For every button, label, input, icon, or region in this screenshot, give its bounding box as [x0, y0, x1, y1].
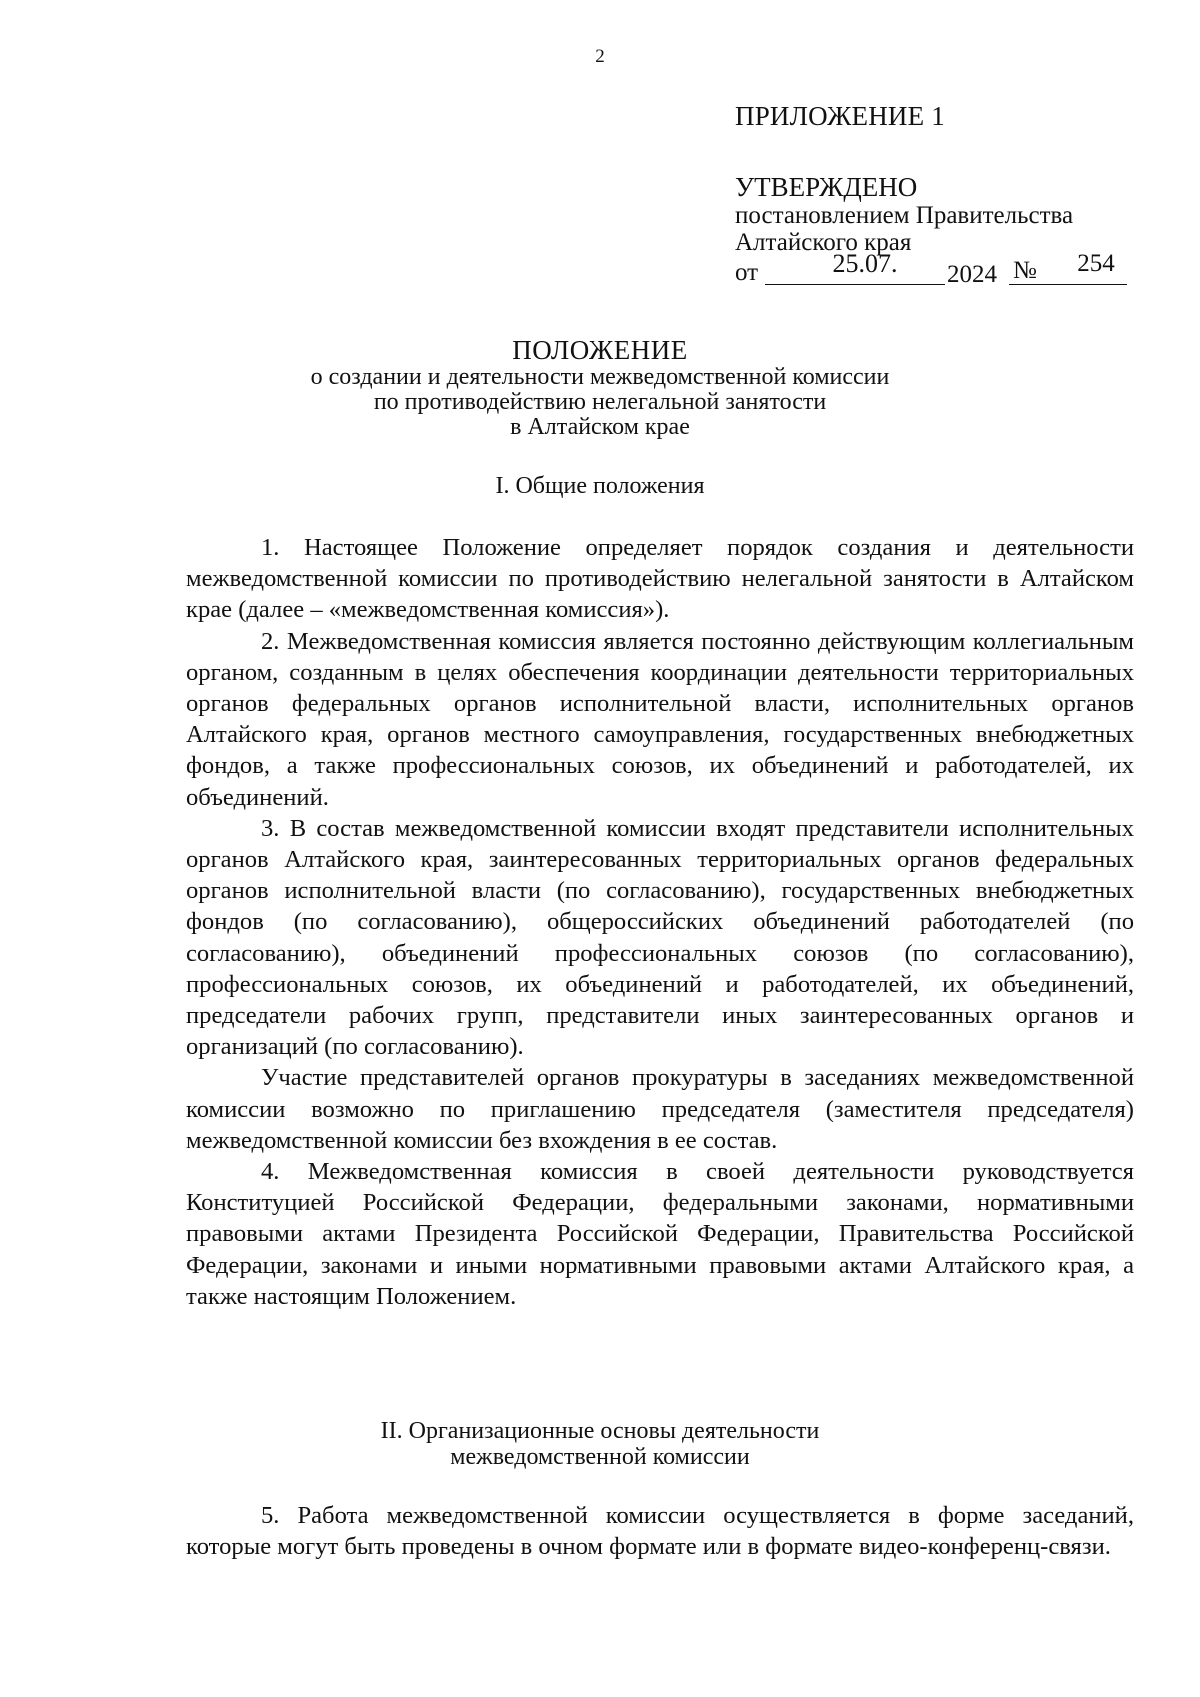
paragraph: 3. В состав межведомственной комиссии входят представители исполнительных органов Алтайского края, заинтересованных территориальных органов федеральных органов исполнительной власти (по согласованию), государственных внебюджетных фондов (по согласованию), общероссийских объединений работодателей (по согласованию), объединений профессиональных союзов (по согласованию), профессиональных союзов, их объединений и работодателей, их объединений, председатели рабочих групп, представители иных заинтересованных органов и организаций (по согласованию). [186, 814, 1134, 1061]
appendix-label: ПРИЛОЖЕНИЕ 1 [735, 101, 945, 131]
number-sign: № [1013, 257, 1037, 284]
paragraph: 4. Межведомственная комиссия в своей деятельности руководствуется Конституцией Российской Федерации, федеральными законами, нормативными правовыми актами Президента Российской Федерации, Правительства Российской Федерации, законами и иными нормативными правовыми актами Алтайского края, а также настоящим Положением. [186, 1158, 1134, 1310]
section-2-heading-line-1: II. Организационные основы деятельности [380, 1418, 820, 1444]
section-1-heading: I. Общие положения [495, 473, 705, 499]
section-2-body [186, 1500, 1134, 1562]
number-value: 254 [1077, 250, 1115, 277]
section-2-heading-line-2: межведомственной комиссии [450, 1444, 750, 1470]
approval-date-line [735, 249, 1135, 290]
section-2-heading [0, 1418, 1200, 1470]
approval-line-1: постановлением Правительства [735, 202, 1074, 229]
title-main: ПОЛОЖЕНИЕ [512, 335, 688, 365]
paragraph: 2. Межведомственная комиссия является постоянно действующим коллегиальным органом, созданным в целях обеспечения координации деятельности территориальных органов федеральных органов исполнительной власти, исполнительных органов Алтайского края, органов местного самоуправления, государственных внебюджетных фондов, а также профессиональных союзов, их объединений и работодателей, их объединений. [186, 627, 1134, 811]
title-line-2: по противодействию нелегальной занятости [373, 389, 827, 415]
date-prefix: от [735, 259, 759, 286]
paragraph: Участие представителей органов прокуратуры в заседаниях межведомственной комиссии возможно по приглашению председателя (заместителя председателя) межведомственной комиссии без вхождения в ее состав. [186, 1064, 1134, 1154]
page-number: 2 [595, 46, 605, 67]
section-1-body [186, 532, 1134, 1312]
date-year: 2024 [947, 261, 997, 288]
title-line-1: о создании и деятельности межведомственной комиссии [310, 364, 890, 390]
document-title [0, 335, 1200, 440]
title-line-3: в Алтайском крае [510, 414, 690, 440]
date-value: 25.07. [832, 249, 898, 278]
approval-line-2: Алтайского края [735, 229, 912, 256]
approval-block [735, 172, 1135, 290]
paragraph: 1. Настоящее Положение определяет порядок создания и деятельности межведомственной комиссии по противодействию нелегальной занятости в Алтайском крае (далее – «межведомственная комиссия»). [186, 534, 1134, 624]
paragraph: 5. Работа межведомственной комиссии осуществляется в форме заседаний, которые могут быть проведены в очном формате или в формате видео-конференц-связи. [186, 1502, 1134, 1561]
date-field [765, 249, 945, 285]
approved-stamp-text: УТВЕРЖДЕНО [735, 172, 918, 202]
